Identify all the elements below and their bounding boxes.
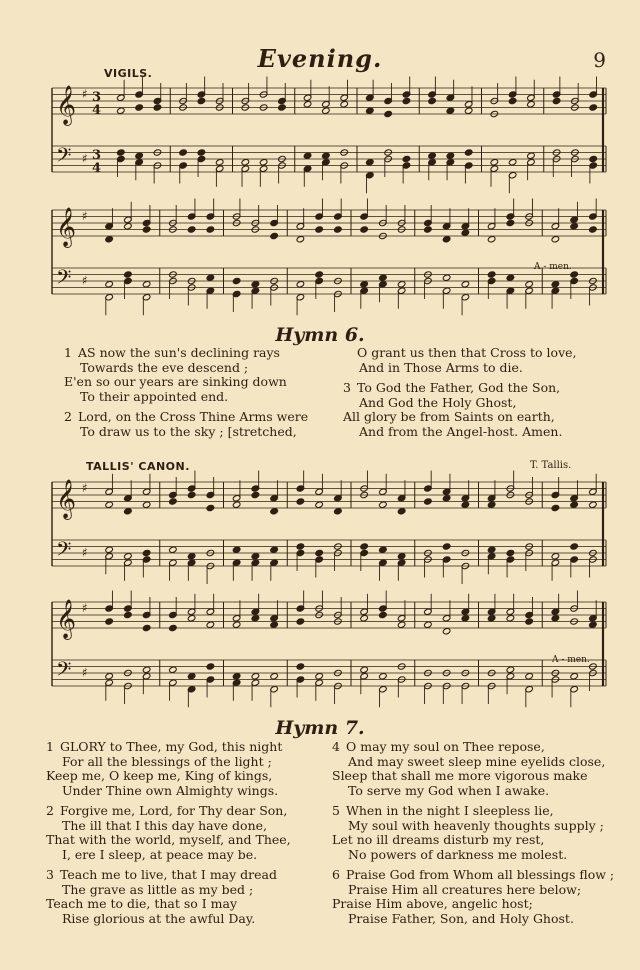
verse-line [332, 868, 632, 883]
note-head [315, 226, 324, 233]
verse-text: Under Thine own Almighty wings. [62, 782, 279, 798]
note-head [397, 508, 406, 515]
note-head [379, 673, 388, 680]
verse-line [64, 410, 334, 425]
verse-text: The ill that I this day have done, [62, 817, 267, 833]
hymn-6-title: Hymn 6. [275, 324, 365, 346]
note-head [442, 236, 451, 243]
note-head [589, 501, 598, 508]
note-head [461, 281, 470, 288]
verse-text: Teach me to live, that I may dread [60, 867, 277, 882]
note-head [179, 149, 188, 156]
note-head [551, 281, 560, 288]
note-head [105, 281, 114, 288]
note-head [259, 159, 268, 166]
verse-line [332, 897, 632, 912]
verse-text: Keep me, O keep me, King of kings, [46, 768, 273, 783]
verse-line [46, 868, 336, 883]
note-head [424, 226, 433, 233]
note-head [270, 621, 279, 628]
stanza [64, 346, 334, 404]
verse-text: All glory be from Saints on earth, [343, 409, 555, 424]
verse-line [64, 390, 334, 405]
verse-text: To serve my God when I awake. [348, 782, 550, 798]
stanza-number: 3 [343, 380, 351, 395]
verse-text: Praise Father, Son, and Holy Ghost. [348, 910, 574, 926]
note-head [570, 543, 579, 550]
note-head [206, 226, 215, 233]
note-head [232, 546, 241, 553]
note-head [366, 159, 375, 166]
sharp-icon: ♯ [82, 600, 88, 615]
note-head [446, 107, 455, 114]
note-head [303, 101, 312, 108]
verse-text: To draw us to the sky ; [stretched, [80, 423, 297, 439]
note-head [525, 281, 534, 288]
note-head [153, 104, 162, 111]
treble-clef-icon: 𝄞 [56, 599, 77, 639]
tune-name-tallis-canon: TALLIS' CANON. [86, 460, 190, 473]
note-head [384, 110, 393, 117]
verse-line [46, 804, 336, 819]
stanza [332, 868, 632, 926]
note-head [232, 673, 241, 680]
note-head [187, 615, 196, 622]
note-head [251, 615, 260, 622]
note-head [525, 618, 534, 625]
note-head [124, 271, 133, 278]
note-head [315, 501, 324, 508]
treble-clef-icon: 𝄞 [56, 207, 77, 247]
note-head [187, 491, 196, 498]
stanza-number: 1 [46, 739, 54, 754]
note-head [360, 281, 369, 288]
stanza-number: 5 [332, 803, 340, 818]
note-head [551, 553, 560, 560]
note-head [487, 271, 496, 278]
hymn-7-title: Hymn 7. [275, 717, 365, 739]
stanza [332, 740, 632, 798]
verse-line [343, 410, 623, 425]
note-head [570, 501, 579, 508]
music-score-tallis-canon [0, 470, 640, 720]
time-signature: 3 [92, 90, 102, 105]
verse-text: No powers of darkness me molest. [348, 846, 568, 862]
verse-line [343, 346, 623, 361]
verse-text: My soul with heavenly thoughts supply ; [348, 817, 604, 833]
verse-line [46, 784, 336, 799]
note-head [334, 226, 343, 233]
note-head [527, 101, 536, 108]
note-head [296, 281, 305, 288]
note-head [428, 152, 437, 159]
time-signature: 4 [92, 161, 102, 176]
note-head [379, 274, 388, 281]
note-head [117, 149, 126, 156]
note-head [135, 152, 144, 159]
note-head [105, 236, 114, 243]
note-head [251, 553, 260, 560]
bass-clef-icon: 𝄢 [56, 657, 72, 686]
note-head [487, 236, 496, 243]
verse-line [343, 361, 623, 376]
note-head [589, 226, 598, 233]
verse-text: AS now the sun's declining rays [78, 345, 280, 360]
note-head [360, 615, 369, 622]
verse-text: Teach me to die, that so I may [46, 896, 238, 911]
stanza [46, 804, 336, 862]
verse-line [343, 425, 623, 440]
note-head [303, 152, 312, 159]
sharp-icon: ♯ [82, 665, 88, 680]
stanza-number: 2 [46, 803, 54, 818]
note-head [105, 618, 114, 625]
note-head [315, 549, 324, 556]
note-head [124, 508, 133, 515]
verse-line [46, 912, 336, 927]
verse-text: The grave as little as my bed ; [62, 881, 254, 897]
treble-clef-icon: 𝄞 [56, 85, 77, 125]
note-head [142, 624, 151, 631]
page-number: 9 [593, 48, 606, 72]
verse-text: Let no ill dreams disturb my rest, [332, 832, 545, 847]
verse-text: To their appointed end. [80, 388, 229, 404]
verse-text: Praise Him all creatures here below; [348, 881, 582, 897]
verse-line [332, 883, 632, 898]
stanza-number: 2 [64, 409, 72, 424]
note-head [570, 223, 579, 230]
verse-text: Sleep that shall me more vigorous make [332, 768, 588, 783]
note-head [197, 97, 206, 104]
note-head [461, 615, 470, 622]
treble-clef-icon: 𝄞 [56, 479, 77, 519]
note-head [487, 546, 496, 553]
verse-text: Towards the eve descend ; [80, 359, 249, 375]
note-head [206, 274, 215, 281]
note-head [334, 508, 343, 515]
verse-line [46, 740, 336, 755]
note-head [270, 508, 279, 515]
note-head [360, 543, 369, 550]
hymn-7-left-column [46, 740, 336, 932]
running-title: Evening. [257, 44, 383, 73]
note-head [428, 97, 437, 104]
verse-text: To God the Father, God the Son, [357, 380, 561, 395]
note-head [360, 226, 369, 233]
note-head [379, 611, 388, 618]
music-score-vigils [0, 70, 640, 330]
note-head [315, 271, 324, 278]
hymn-7-right-column [332, 740, 632, 932]
note-head [506, 666, 515, 673]
note-head [551, 615, 560, 622]
note-head [487, 615, 496, 622]
verse-line [332, 848, 632, 863]
stanza [332, 804, 632, 862]
stanza [46, 740, 336, 798]
note-head [508, 159, 517, 166]
note-head [142, 501, 151, 508]
note-head [296, 663, 305, 670]
verse-text: And in Those Arms to die. [359, 359, 523, 375]
note-head [187, 673, 196, 680]
note-head [461, 501, 470, 508]
verse-line [46, 819, 336, 834]
note-head [124, 611, 133, 618]
note-head [124, 553, 133, 560]
note-head [169, 546, 178, 553]
verse-line [343, 396, 623, 411]
note-head [589, 155, 598, 162]
note-head [366, 107, 375, 114]
note-head [232, 621, 241, 628]
verse-line [46, 755, 336, 770]
note-head [322, 152, 331, 159]
note-head [424, 498, 433, 505]
note-head [506, 219, 515, 226]
note-head [551, 236, 560, 243]
stanza-number: 4 [332, 739, 340, 754]
bass-clef-icon: 𝄢 [56, 143, 72, 172]
note-head [402, 97, 411, 104]
note-head [278, 104, 287, 111]
verse-line [332, 740, 632, 755]
note-head [487, 501, 496, 508]
sharp-icon: ♯ [82, 273, 88, 288]
note-head [169, 498, 178, 505]
note-head [379, 501, 388, 508]
verse-text: O grant us then that Cross to love, [357, 345, 577, 360]
note-head [232, 501, 241, 508]
verse-line [332, 833, 632, 848]
verse-text: Forgive me, Lord, for Thy dear Son, [60, 803, 288, 818]
note-head [506, 274, 515, 281]
note-head [197, 149, 206, 156]
sharp-icon: ♯ [82, 86, 88, 101]
verse-line [46, 769, 336, 784]
verse-line [343, 381, 623, 396]
sharp-icon: ♯ [82, 208, 88, 223]
note-head [169, 624, 178, 631]
verse-line [64, 375, 334, 390]
note-head [215, 159, 224, 166]
stanza [46, 868, 336, 926]
note-head [296, 543, 305, 550]
note-head [446, 152, 455, 159]
note-head [397, 621, 406, 628]
time-signature: 3 [92, 148, 102, 163]
note-head [360, 666, 369, 673]
verse-text: Praise Him above, angelic host; [332, 896, 533, 911]
amen-label-vigils: A - men. [534, 262, 572, 272]
verse-text: O may my soul on Thee repose, [346, 739, 545, 754]
note-head [270, 546, 279, 553]
bass-clef-icon: 𝄢 [56, 265, 72, 294]
note-head [169, 666, 178, 673]
note-head [315, 673, 324, 680]
stanza-number: 6 [332, 867, 340, 882]
note-head [506, 615, 515, 622]
note-head [442, 274, 451, 281]
verse-text: When in the night I sleepless lie, [346, 803, 554, 818]
verse-text: And from the Angel-host. Amen. [359, 423, 563, 439]
note-head [124, 223, 133, 230]
note-head [296, 618, 305, 625]
note-head [117, 107, 126, 114]
note-head [525, 673, 534, 680]
verse-line [64, 425, 334, 440]
verse-line [332, 912, 632, 927]
note-head [142, 226, 151, 233]
note-head [397, 553, 406, 560]
stanza-number: 1 [64, 345, 72, 360]
note-head [589, 104, 598, 111]
note-head [508, 97, 517, 104]
verse-text: For all the blessings of the light ; [62, 753, 272, 769]
stanza [343, 346, 623, 375]
verse-line [332, 755, 632, 770]
note-head [105, 673, 114, 680]
verse-text: E'en so our years are sinking down [64, 374, 287, 389]
note-head [142, 666, 151, 673]
note-head [142, 549, 151, 556]
note-head [442, 543, 451, 550]
note-head [397, 281, 406, 288]
stanza [64, 410, 334, 439]
verse-line [332, 804, 632, 819]
note-head [570, 673, 579, 680]
note-head [296, 236, 305, 243]
bass-clef-icon: 𝄢 [56, 537, 72, 566]
note-head [490, 159, 499, 166]
verse-line [64, 346, 334, 361]
note-head [464, 107, 473, 114]
verse-text: Lord, on the Cross Thine Arms were [78, 409, 309, 424]
verse-text: That with the world, myself, and Thee, [46, 832, 291, 847]
verse-line [46, 833, 336, 848]
note-head [206, 621, 215, 628]
verse-line [332, 819, 632, 834]
note-head [135, 104, 144, 111]
time-signature: 4 [92, 103, 102, 118]
note-head [270, 232, 279, 239]
note-head [322, 107, 331, 114]
note-head [552, 97, 561, 104]
hymn-6-left-column [64, 346, 334, 445]
note-head [142, 281, 151, 288]
note-head [424, 621, 433, 628]
note-head [506, 549, 515, 556]
verse-text: And may sweet sleep mine eyelids close, [348, 753, 606, 769]
tune-name-vigils: VIGILS. [104, 67, 153, 80]
verse-line [332, 769, 632, 784]
note-head [187, 226, 196, 233]
note-head [461, 229, 470, 236]
note-head [464, 149, 473, 156]
note-head [589, 621, 598, 628]
note-head [379, 546, 388, 553]
amen-label-tallis: A - men. [552, 655, 590, 665]
verse-line [46, 848, 336, 863]
verse-text: GLORY to Thee, my God, this night [60, 739, 283, 754]
note-head [251, 491, 260, 498]
note-head [551, 504, 560, 511]
sharp-icon: ♯ [82, 151, 88, 166]
note-head [105, 546, 114, 553]
sharp-icon: ♯ [82, 545, 88, 560]
hymn-6-right-column [343, 346, 623, 445]
note-head [296, 498, 305, 505]
note-head [402, 155, 411, 162]
verse-text: Praise God from Whom all blessings flow ; [346, 867, 615, 882]
sharp-icon: ♯ [82, 480, 88, 495]
note-head [187, 553, 196, 560]
note-head [442, 628, 451, 635]
composer-name: T. Tallis. [530, 460, 572, 471]
verse-text: Rise glorious at the awful Day. [62, 910, 256, 926]
verse-line [46, 897, 336, 912]
note-head [241, 159, 250, 166]
note-head [527, 152, 536, 159]
stanza [343, 381, 623, 439]
note-head [232, 277, 241, 284]
note-head [206, 504, 215, 511]
stanza-number: 3 [46, 867, 54, 882]
note-head [251, 281, 260, 288]
note-head [206, 663, 215, 670]
note-head [340, 101, 349, 108]
verse-text: I, ere I sleep, at peace may be. [62, 846, 258, 862]
verse-line [46, 883, 336, 898]
verse-line [64, 361, 334, 376]
verse-line [332, 784, 632, 799]
note-head [105, 501, 114, 508]
note-head [442, 495, 451, 502]
note-head [251, 673, 260, 680]
verse-text: And God the Holy Ghost, [359, 394, 517, 410]
note-head [270, 673, 279, 680]
